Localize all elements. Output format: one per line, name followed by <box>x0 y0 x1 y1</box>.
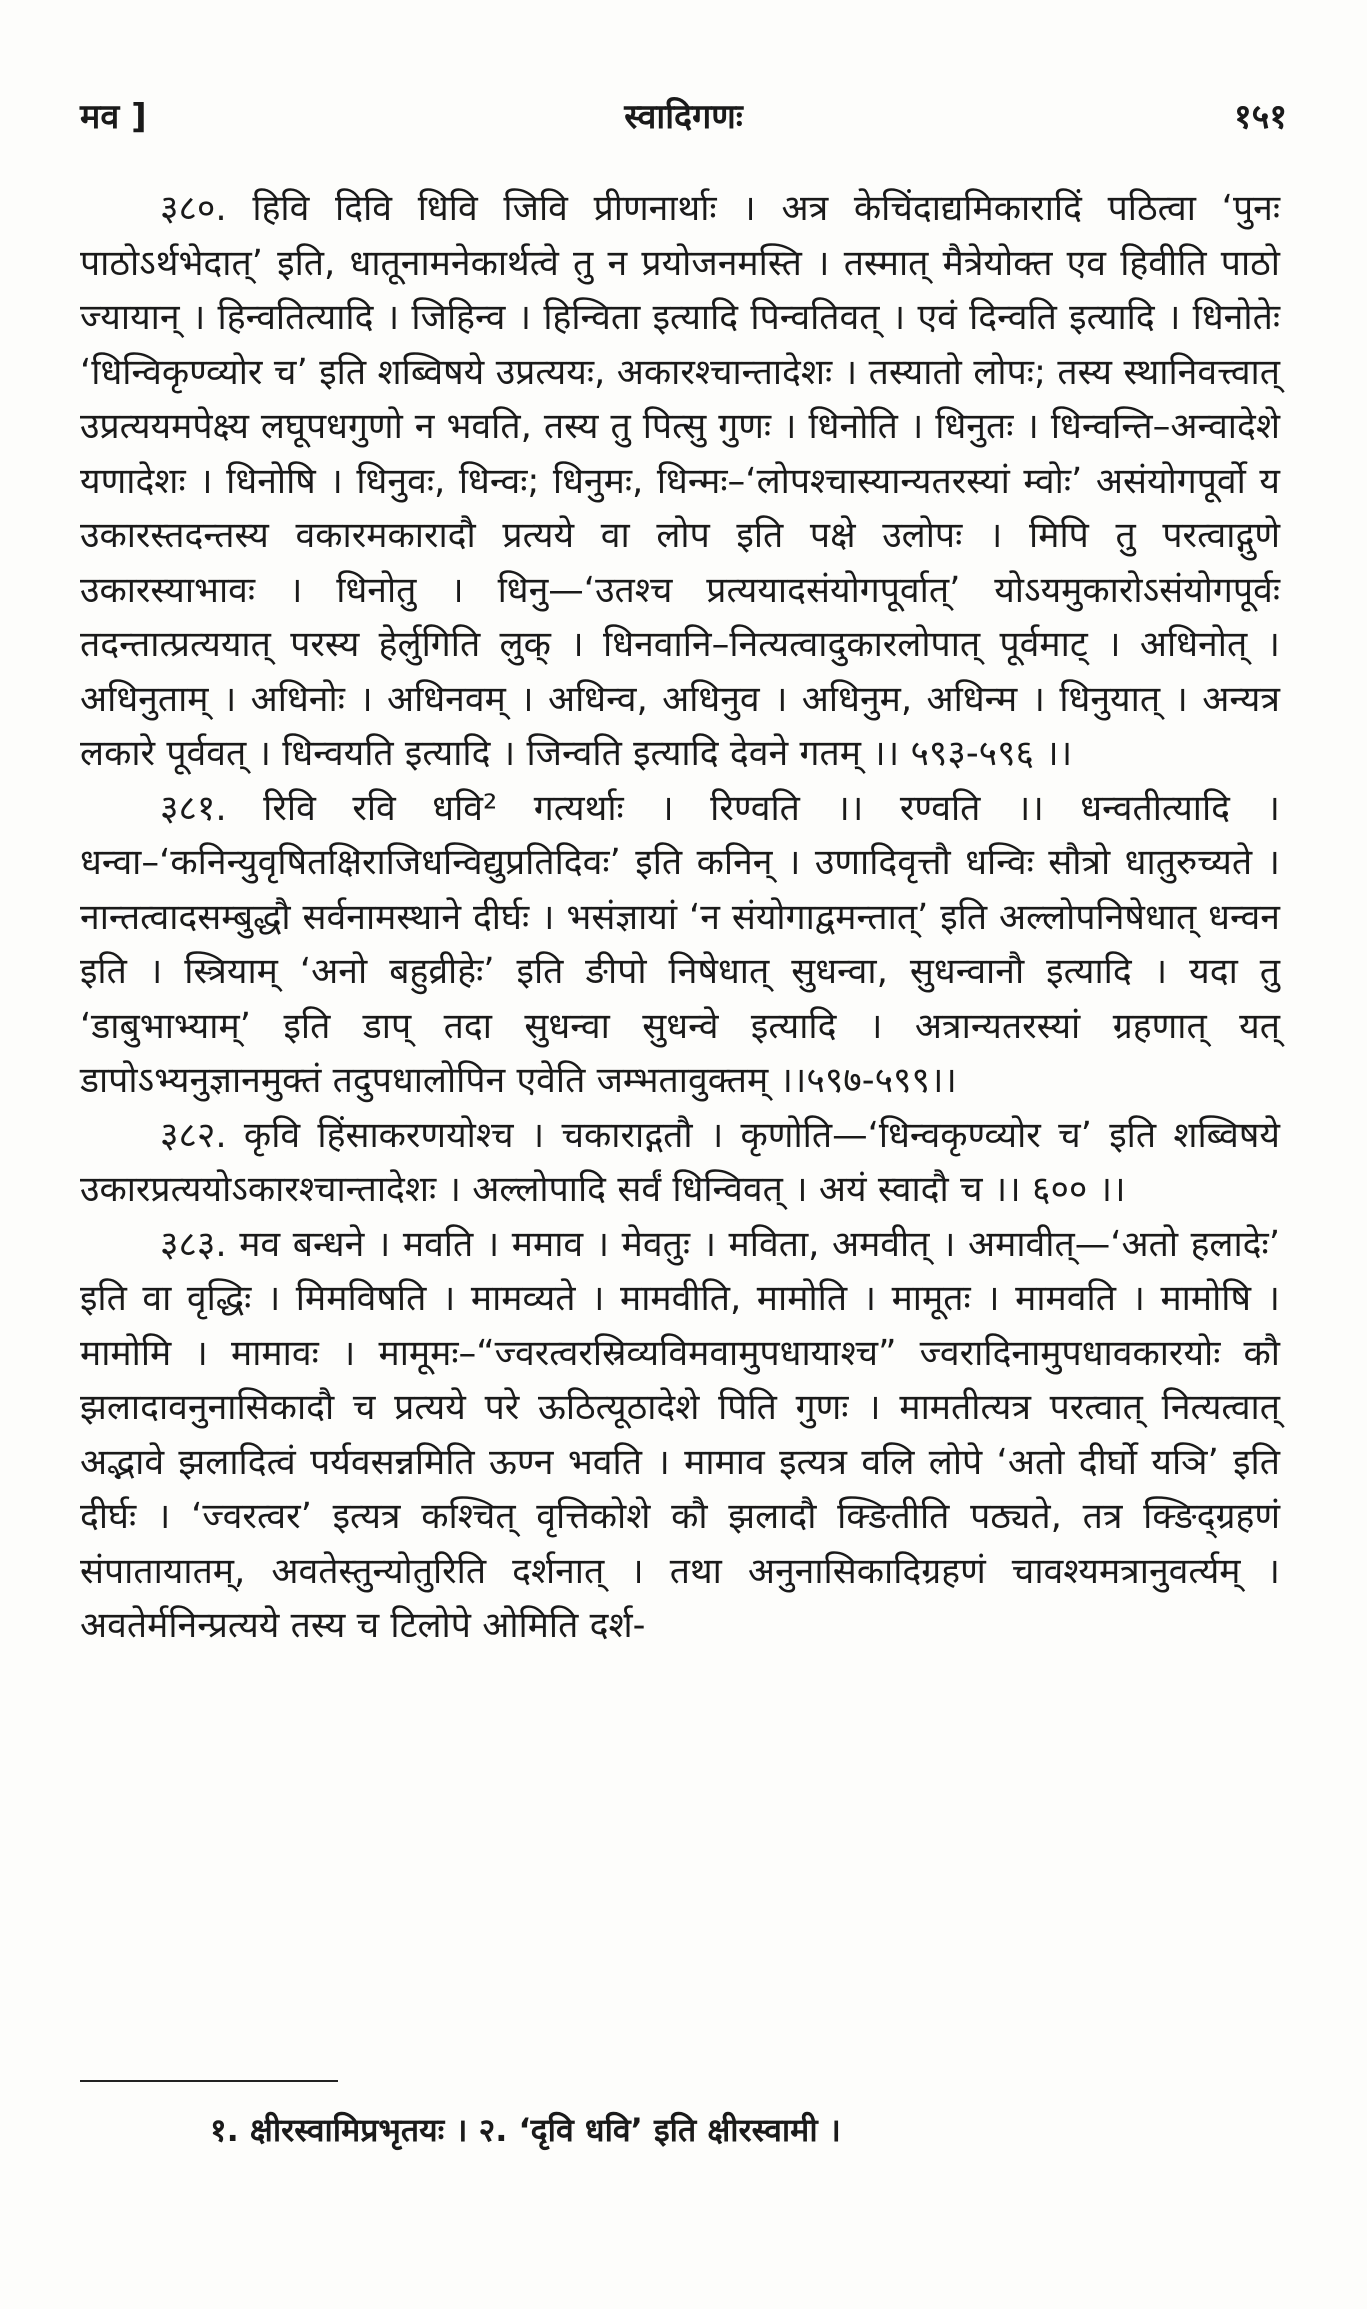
paragraph-382: ३८२. कृवि हिंसाकरणयोश्च । चकाराद्गतौ । कृणोति—‘धिन्वकृण्व्योर च’ इति शब्विषये उकारप्रत्ययोऽकारश्चान्तादेशः । अल्लोपादि सर्वं धिन्विवत् । अयं स्वादौ च ।। ६०० ।। <box>80 1114 1280 1210</box>
page-number: १५१ <box>1233 97 1287 137</box>
running-header <box>80 92 1287 152</box>
header-left: मव ] <box>80 97 147 137</box>
paragraph-380: ३८०. हिवि दिवि धिवि जिवि प्रीणनार्थाः । अत्र केचिंदाद्यमिकारादिं पठित्वा ‘पुनः पाठोऽर्थभेदात्’ इति, धातूनामनेकार्थत्वे तु न प्रयोजनमस्ति । तस्मात् मैत्रेयोक्त एव हिवीति पाठो ज्यायान् । हिन्वतित्यादि । जिहिन्व । हिन्विता इत्यादि पिन्वतिवत् । एवं दिन्वति इत्यादि । धिनोतेः ‘धिन्विकृण्व्योर च’ इति शब्विषये उप्रत्ययः, अकारश्चान्तादेशः । तस्यातो लोपः; तस्य स्थानिवत्त्वात् उप्रत्ययमपेक्ष्य लघूपधगुणो न भवति, तस्य तु पित्सु गुणः । धिनोति । धिनुतः । धिन्वन्ति–अन्वादेशे यणादेशः । धिनोषि । धिनुवः, धिन्वः; धिनुमः, धिन्मः–‘लोपश्चास्यान्यतरस्यां म्वोः’ असंयोगपूर्वो य उकारस्तदन्तस्य वकारमकारादौ प्रत्यये वा लोप इति पक्षे उलोपः । मिपि तु परत्वाद्गुणे उकारस्याभावः । धिनोतु । धिनु—‘उतश्च प्रत्ययादसंयोगपूर्वात्’ योऽयमुकारोऽसंयोगपूर्वः तदन्तात्प्रत्ययात् परस्य हेर्लुगिति लुक् । धिनवानि–नित्यत्वादुकारलोपात् पूर्वमाट् । अधिनोत् । अधिनुताम् । अधिनोः । अधिनवम् । अधिन्व, अधिनुव । अधिनुम, अधिन्म । धिनुयात् । अन्यत्र लकारे पूर्ववत् । धिन्वयति इत्यादि । जिन्वति इत्यादि देवने गतम् ।। ५९३-५९६ ।। <box>80 188 1280 774</box>
footnote-divider <box>80 2080 338 2082</box>
footnotes: १. क्षीरस्वामिप्रभृतयः । २. ‘दृवि धवि’ इति क्षीरस्वामी । <box>210 2111 841 2149</box>
paragraph-383: ३८३. मव बन्धने । मवति । ममाव । मेवतुः । मविता, अमवीत् । अमावीत्—‘अतो हलादेः’ इति वा वृद्धिः । मिमविषति । मामव्यते । मामवीति, मामोति । मामूतः । मामवति । मामोषि । मामोमि । मामावः । मामूमः–“ज्वरत्वरस्रिव्यविमवामुपधायाश्च” ज्वरादिनामुपधावकारयोः कौ झलादावनुनासिकादौ च प्रत्यये परे ऊठित्यूठादेशे पिति गुणः । मामतीत्यत्र परत्वात् नित्यत्वात् अद्भावे झलादित्वं पर्यवसन्नमिति ऊण्न भवति । मामाव इत्यत्र वलि लोपे ‘अतो दीर्घो यञि’ इति दीर्घः । ‘ज्वरत्वर’ इत्यत्र कश्चित् वृत्तिकोशे कौ झलादौ क्ङितीति पठ्यते, तत्र क्ङिद्ग्रहणं संपातायातम्, अवतेस्तुन्योतुरिति दर्शनात् । तथा अनुनासिकादिग्रहणं चावश्यमत्रानुवर्त्यम् । अवतेर्मनिन्प्रत्यये तस्य च टिलोपे ओमिति दर्श- <box>80 1223 1280 1646</box>
paragraph-381: ३८१. रिवि रवि धवि² गत्यर्थाः । रिण्वति ।। रण्वति ।। धन्वतीत्यादि । धन्वा–‘कनिन्युवृषितक्षिराजिधन्विद्युप्रतिदिवः’ इति कनिन् । उणादिवृत्तौ धन्विः सौत्रो धातुरुच्यते । नान्तत्वादसम्बुद्धौ सर्वनामस्थाने दीर्घः । भसंज्ञायां ‘न संयोगाद्वमन्तात्’ इति अल्लोपनिषेधात् धन्वन इति । स्त्रियाम् ‘अनो बहुव्रीहेः’ इति ङीपो निषेधात् सुधन्वा, सुधन्वानौ इत्यादि । यदा तु ‘डाबुभाभ्याम्’ इति डाप् तदा सुधन्वा सुधन्वे इत्यादि । अत्रान्यतरस्यां ग्रहणात् यत् डापोऽभ्यनुज्ञानमुक्तं तदुपधालोपिन एवेति जम्भतावुक्तम् ।।५९७-५९९।। <box>80 787 1280 1101</box>
body-text <box>80 182 1280 1654</box>
header-title: स्वादिगणः <box>624 97 743 137</box>
